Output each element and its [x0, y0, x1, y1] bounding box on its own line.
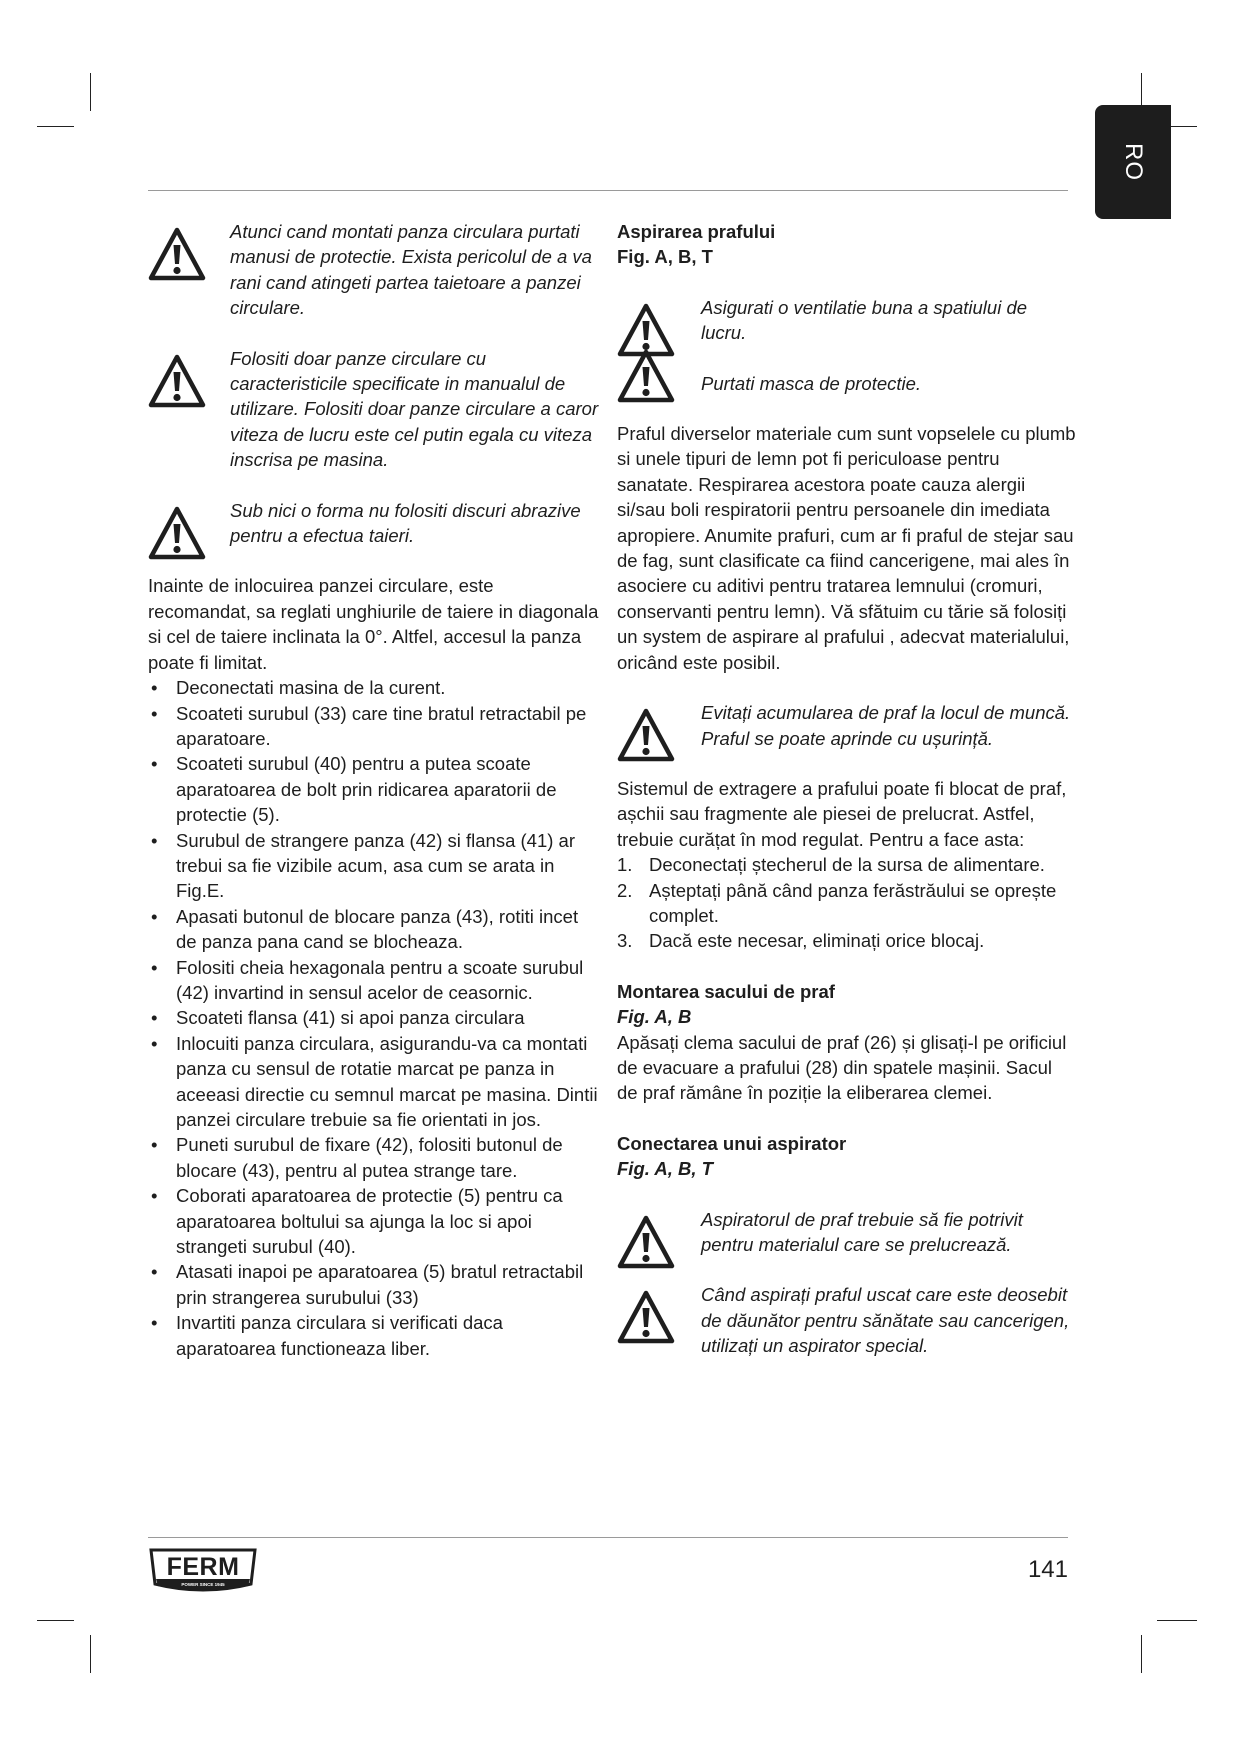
- list-item: • Inlocuiti panza circulara, asigurandu-va ca montati panza cu sensul de rotatie marcat pe panza in aceeasi directie cu semnul marcat pe masina. Dintii panzei circulare trebuie sa fie orientati in jos.: [148, 1031, 600, 1133]
- warning-text: Folositi doar panze circulare cu caracteristicile specificate in manualul de utilizare. Folositi doar panze circulare a caror viteza de lucru este cel putin egala cu viteza inscrisa pe masina.: [230, 347, 599, 471]
- figure-reference: Fig. A, B, T: [617, 246, 713, 268]
- warning-text: Evitați acumularea de praf la locul de muncă. Praful se poate aprinde cu ușurință.: [701, 702, 1071, 749]
- top-divider: [148, 190, 1068, 191]
- warning-triangle-icon: [148, 354, 206, 408]
- list-item: • Atasati inapoi pe aparatoarea (5) bratul retractabil prin strangerea surubului (33): [148, 1259, 600, 1310]
- step-text: Dacă este necesar, eliminați orice blocaj.: [649, 930, 985, 952]
- warning-block: [617, 1282, 1077, 1358]
- logo-text: FERM: [166, 1553, 240, 1581]
- language-tab-label: RO: [1120, 143, 1147, 181]
- crop-mark: [90, 73, 91, 111]
- warning-text: Asigurati o ventilatie buna a spatiului de lucru.: [701, 296, 1028, 344]
- warning-text: Sub nici o forma nu folositi discuri abrazive pentru a efectua taieri.: [230, 499, 581, 547]
- warning-text: Purtati masca de protectie.: [701, 372, 922, 394]
- figure-reference: Fig. A, B: [617, 1006, 692, 1028]
- page-number: 141: [1027, 1556, 1068, 1583]
- intro-paragraph: Inainte de inlocuirea panzei circulare, este recomandat, sa reglati unghiurile de taiere in diagonala si cel de taiere inclinata la 0°. Altfel, accesul la panza poate fi limitat.: [148, 575, 599, 673]
- warning-block: [617, 295, 1077, 371]
- list-item: • Invartiti panza circulara si verificati daca aparatoarea functioneaza liber.: [148, 1310, 600, 1361]
- warning-block: [617, 700, 1077, 751]
- warning-block: [148, 346, 600, 473]
- warning-triangle-icon: [148, 506, 206, 560]
- list-item: • Scoateti surubul (40) pentru a putea scoate aparatoarea de bolt prin ridicarea aparatorii de protectie (5).: [148, 751, 600, 827]
- list-item: • Puneti surubul de fixare (42), folositi butonul de blocare (43), pentru al putea strange tare.: [148, 1132, 600, 1183]
- warning-text: Când aspirați praful uscat care este deosebit de dăunător pentru sănătate sau cancerigen, utilizați un aspirator special.: [701, 1284, 1070, 1357]
- left-column: [148, 219, 600, 1361]
- step-number: 1.: [617, 854, 633, 876]
- warning-block: [148, 219, 600, 321]
- warning-triangle-icon: [617, 1290, 675, 1344]
- warning-block: [148, 498, 600, 549]
- crop-mark: [90, 1635, 91, 1673]
- warning-text: Aspiratorul de praf trebuie să fie potrivit pentru materialul care se prelucrează.: [701, 1208, 1023, 1255]
- list-item: • Scoateti surubul (33) care tine bratul retractabil pe aparatoare.: [148, 701, 600, 752]
- warning-text: Atunci cand montati panza circulara purtati manusi de protectie. Exista pericolul de a va rani cand atingeti partea taietoare a panzei circulare.: [230, 221, 592, 319]
- section-title: Aspirarea prafului: [617, 221, 776, 242]
- ferm-logo: [148, 1548, 258, 1594]
- list-item: • Scoateti flansa (41) si apoi panza circulara: [148, 1005, 600, 1030]
- list-item: [617, 878, 1077, 929]
- step-number: 2.: [617, 879, 633, 901]
- warning-triangle-icon: [617, 349, 675, 403]
- list-item: [617, 928, 1077, 953]
- list-item: • Surubul de strangere panza (42) si flansa (41) ar trebui sa fie vizibile acum, asa cum se arata in Fig.E.: [148, 828, 600, 904]
- list-item: • Coborati aparatoarea de protectie (5) pentru ca aparatoarea boltului sa ajunga la loc si apoi strangeti surubul (40).: [148, 1183, 600, 1259]
- warning-block: [617, 371, 1077, 396]
- crop-mark: [1141, 1635, 1142, 1673]
- dust-paragraph: Praful diverselor materiale cum sunt vopselele cu plumb si unele tipuri de lemn pot fi periculoase pentru sanatate. Respirarea acestora poate cauza alergii si/sau boli respiratorii pentru persoanele din imediata apropiere. Anumite prafuri, cum ar fi praful de stejar sau de fag, sunt clasificate ca fiind cancerigene, mai ales în asociere cu aditivi pentru tratarea lemnului (cromuri, conservanti pentru lemn). Vă sfătuim cu tărie să folosiți un system de aspirare al prafului , adecvat materialului, oricând este posibil.: [617, 423, 1076, 673]
- step-text: Așteptați până când panza ferăstrăului se oprește complet.: [649, 879, 1057, 926]
- dust-bag-paragraph: Apăsați clema sacului de praf (26) și glisați-l pe orificiul de evacuare a prafului (28) din spatele mașinii. Sacul de praf rămâne în poziție la eliberarea clemei.: [617, 1031, 1067, 1104]
- list-item: [617, 852, 1077, 877]
- crop-mark: [37, 126, 74, 127]
- section-title: Montarea sacului de praf: [617, 980, 835, 1002]
- language-tab: [1095, 105, 1171, 219]
- step-number: 3.: [617, 930, 633, 952]
- warning-triangle-icon: [617, 708, 675, 762]
- cleaning-steps: [617, 852, 1077, 954]
- warning-block: [617, 1207, 1077, 1258]
- bottom-divider: [148, 1537, 1068, 1538]
- section-title: Conectarea unui aspirator: [617, 1132, 847, 1154]
- list-item: • Deconectati masina de la curent.: [148, 675, 600, 700]
- warning-triangle-icon: [617, 1215, 675, 1269]
- figure-reference: Fig. A, B, T: [617, 1158, 713, 1180]
- logo-tagline: POWER SINCE 1945: [181, 1582, 225, 1587]
- warning-triangle-icon: [148, 227, 206, 281]
- extraction-paragraph: Sistemul de extragere a prafului poate fi blocat de praf, așchii sau fragmente ale piesei de prelucrat. Astfel, trebuie curățat în mod regulat. Pentru a face asta:: [617, 777, 1067, 850]
- list-item: • Apasati butonul de blocare panza (43), rotiti incet de panza pana cand se blocheaza.: [148, 904, 600, 955]
- list-item: • Folositi cheia hexagonala pentru a scoate surubul (42) invartind in sensul acelor de ceasornic.: [148, 955, 600, 1006]
- crop-mark: [37, 1620, 74, 1621]
- crop-mark: [1157, 1620, 1197, 1621]
- right-column: [617, 219, 1077, 1384]
- replacement-steps: [148, 675, 600, 1361]
- step-text: Deconectați ștecherul de la sursa de alimentare.: [649, 854, 1045, 876]
